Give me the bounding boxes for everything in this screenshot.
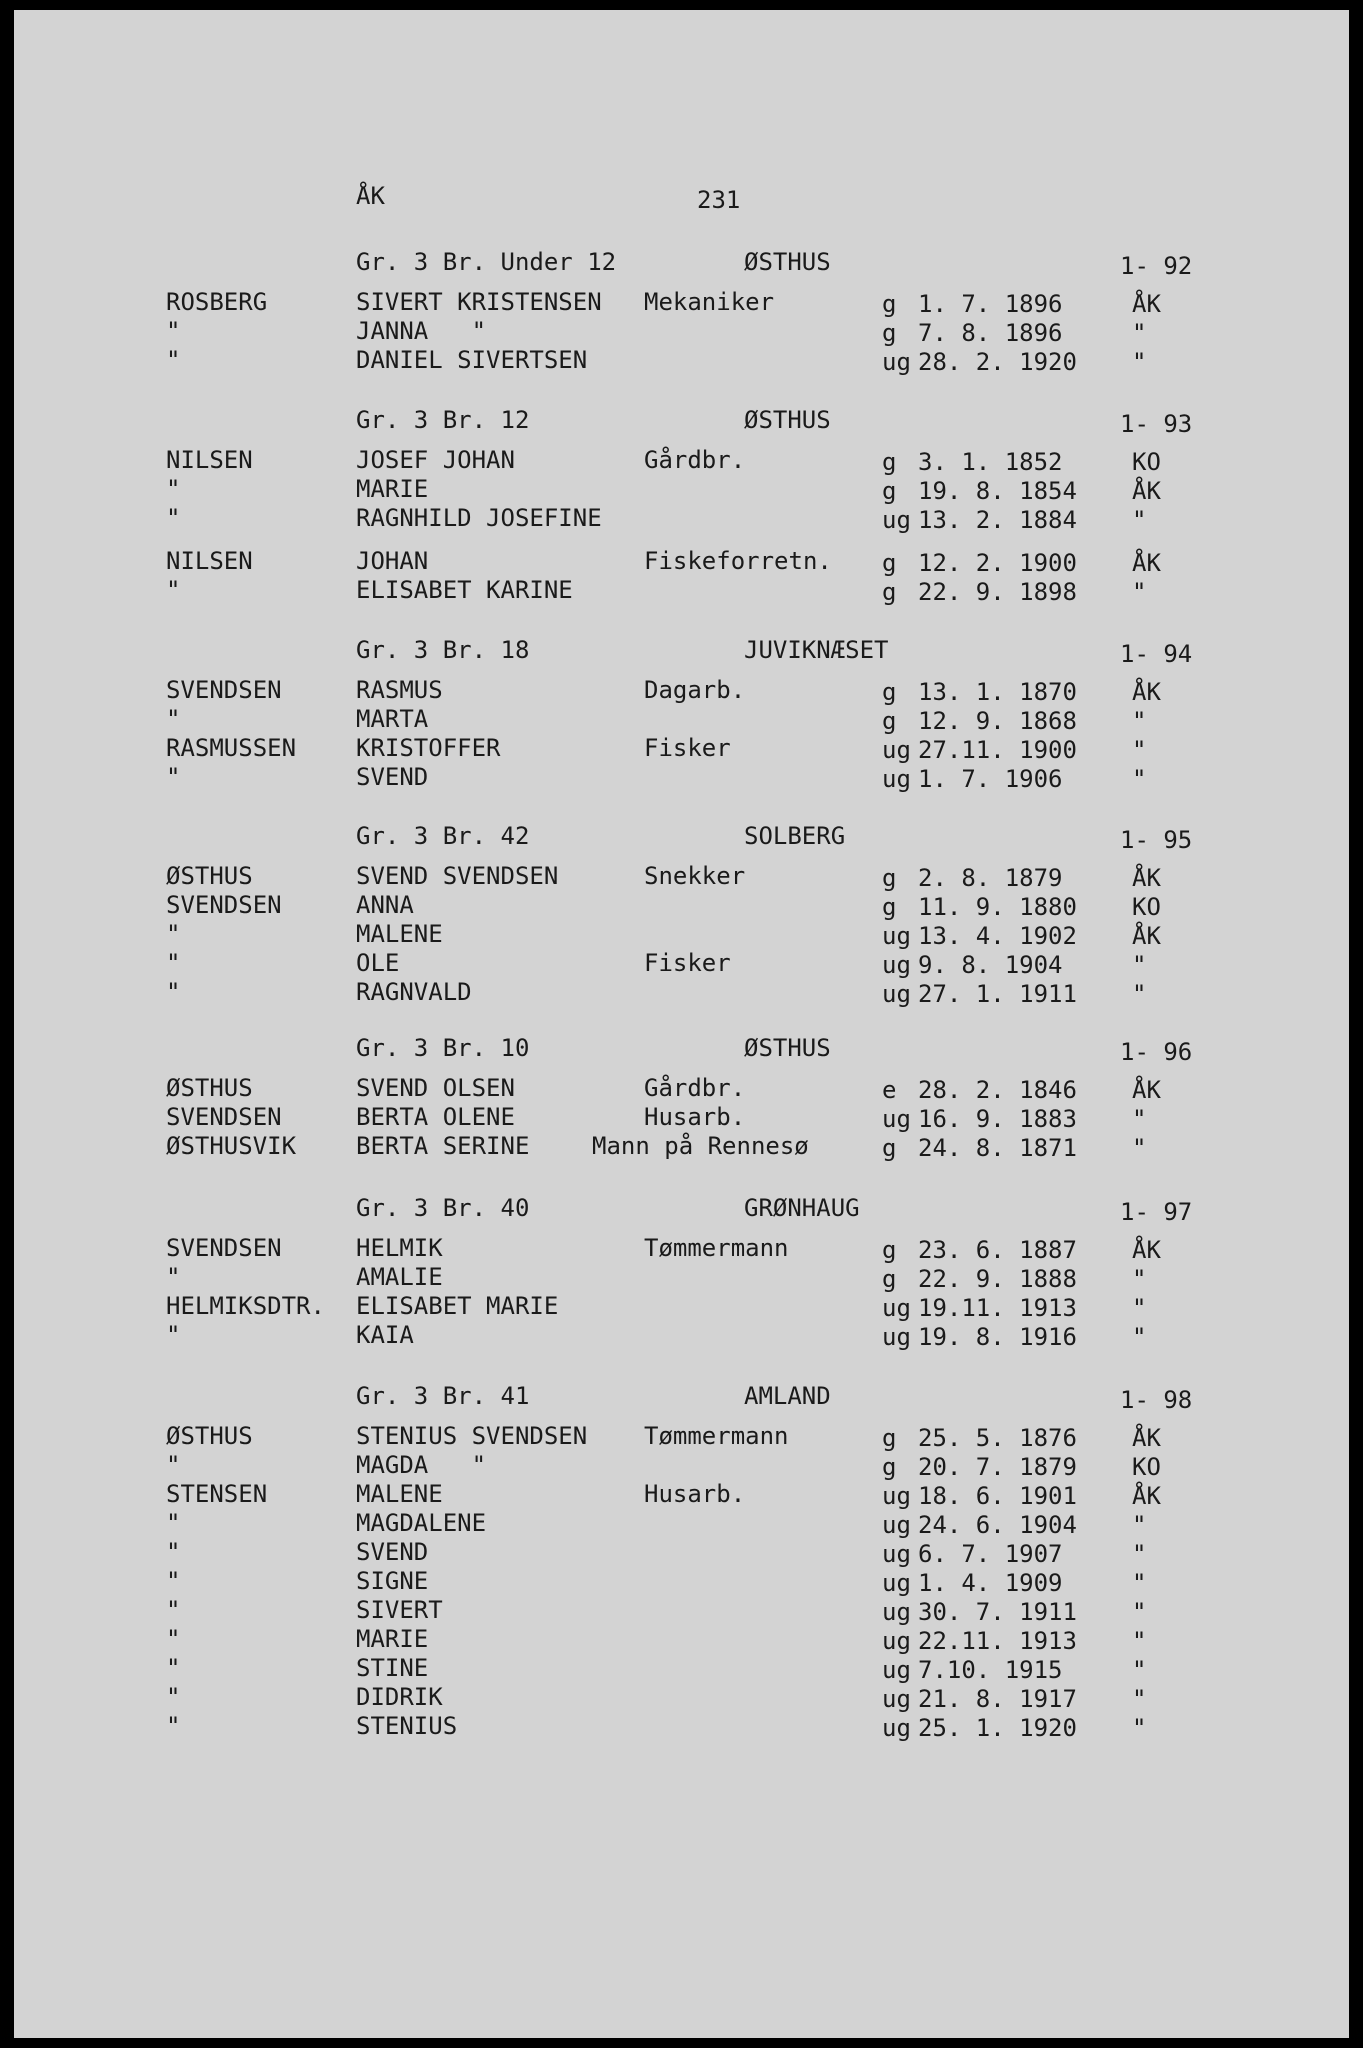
row-given-name: ELISABET MARIE <box>356 1292 559 1320</box>
section-place: GRØNHAUG <box>744 1194 860 1222</box>
row-occupation: Snekker <box>644 862 746 890</box>
row-surname: " <box>166 763 181 791</box>
row-marital-status: g <box>882 864 897 892</box>
row-marital-status: ug <box>882 1482 911 1510</box>
row-birth-parish: KO <box>1132 448 1161 476</box>
row-surname: " <box>166 576 181 604</box>
row-given-name: HELMIK <box>356 1234 443 1262</box>
row-marital-status: ug <box>882 348 911 376</box>
row-surname: " <box>166 1683 181 1711</box>
section-place: JUVIKNÆSET <box>744 636 889 664</box>
row-marital-status: g <box>882 1134 897 1162</box>
row-surname: " <box>166 1654 181 1682</box>
page-number: 231 <box>697 186 741 214</box>
row-birth-date: 13. 4. 1902 <box>918 922 1077 950</box>
row-birth-date: 22. 9. 1888 <box>918 1265 1077 1293</box>
row-surname: " <box>166 1625 181 1653</box>
section-place: ØSTHUS <box>744 406 831 434</box>
row-given-name: KRISTOFFER <box>356 734 501 762</box>
row-birth-parish: ÅK <box>1132 678 1161 706</box>
row-marital-status: ug <box>882 1598 911 1626</box>
row-birth-date: 19.11. 1913 <box>918 1294 1077 1322</box>
row-marital-status: ug <box>882 1323 911 1351</box>
row-marital-status: g <box>882 678 897 706</box>
row-birth-parish: ÅK <box>1132 922 1161 950</box>
row-marital-status: g <box>882 1453 897 1481</box>
section-gr-br: Gr. 3 Br. 10 <box>356 1034 530 1062</box>
row-birth-date: 27.11. 1900 <box>918 736 1077 764</box>
row-birth-parish: ÅK <box>1132 864 1161 892</box>
row-given-name: RAGNVALD <box>356 978 472 1006</box>
row-given-name: ANNA <box>356 891 414 919</box>
row-surname: ØSTHUS <box>166 862 253 890</box>
row-birth-date: 11. 9. 1880 <box>918 893 1077 921</box>
row-birth-date: 22. 9. 1898 <box>918 578 1077 606</box>
row-birth-date: 24. 6. 1904 <box>918 1511 1077 1539</box>
row-surname: " <box>166 1509 181 1537</box>
row-birth-parish: ÅK <box>1132 549 1161 577</box>
row-given-name: OLE <box>356 949 400 977</box>
row-birth-parish: " <box>1132 951 1147 979</box>
row-given-name: SVEND OLSEN <box>356 1074 515 1102</box>
row-surname: " <box>166 1263 181 1291</box>
document-page <box>14 10 1349 2038</box>
row-surname: RASMUSSEN <box>166 734 297 762</box>
row-marital-status: ug <box>882 1714 911 1742</box>
section-ref: 1- 98 <box>1120 1386 1193 1414</box>
row-marital-status: g <box>882 578 897 606</box>
row-birth-date: 3. 1. 1852 <box>918 448 1063 476</box>
row-surname: " <box>166 949 181 977</box>
row-given-name: JANNA " <box>356 317 487 345</box>
row-surname: ØSTHUS <box>166 1422 253 1450</box>
section-ref: 1- 96 <box>1120 1038 1193 1066</box>
row-birth-parish: " <box>1132 319 1147 347</box>
row-marital-status: ug <box>882 980 911 1008</box>
row-birth-date: 2. 8. 1879 <box>918 864 1063 892</box>
row-given-name: SIVERT KRISTENSEN <box>356 288 602 316</box>
row-birth-parish: " <box>1132 1656 1147 1684</box>
row-given-name: SVEND <box>356 763 429 791</box>
row-marital-status: ug <box>882 1627 911 1655</box>
page-parish: ÅK <box>356 182 385 210</box>
row-birth-date: 7.10. 1915 <box>918 1656 1063 1684</box>
section-ref: 1- 97 <box>1120 1198 1193 1226</box>
row-birth-parish: " <box>1132 1627 1147 1655</box>
row-birth-date: 25. 5. 1876 <box>918 1424 1077 1452</box>
row-marital-status: ug <box>882 1685 911 1713</box>
row-birth-parish: " <box>1132 1323 1147 1351</box>
row-given-name: STINE <box>356 1654 429 1682</box>
row-given-name: ELISABET KARINE <box>356 576 573 604</box>
row-birth-parish: " <box>1132 1294 1147 1322</box>
row-given-name: MAGDA " <box>356 1451 487 1479</box>
row-surname: " <box>166 705 181 733</box>
row-given-name: STENIUS SVENDSEN <box>356 1422 588 1450</box>
row-birth-parish: " <box>1132 1134 1147 1162</box>
row-birth-date: 1. 7. 1896 <box>918 290 1063 318</box>
row-surname: " <box>166 1567 181 1595</box>
row-marital-status: ug <box>882 506 911 534</box>
row-given-name: MARIE <box>356 1625 429 1653</box>
row-occupation: Tømmermann <box>644 1422 789 1450</box>
row-birth-parish: " <box>1132 1569 1147 1597</box>
row-birth-date: 28. 2. 1920 <box>918 348 1077 376</box>
row-surname: " <box>166 920 181 948</box>
row-marital-status: g <box>882 448 897 476</box>
row-birth-parish: ÅK <box>1132 1482 1161 1510</box>
row-surname: " <box>166 1321 181 1349</box>
row-marital-status: ug <box>882 951 911 979</box>
row-given-name: SVEND <box>356 1538 429 1566</box>
row-marital-status: ug <box>882 1656 911 1684</box>
section-place: SOLBERG <box>744 822 846 850</box>
row-occupation: Mekaniker <box>644 288 775 316</box>
row-given-name: BERTA OLENE <box>356 1103 515 1131</box>
row-occupation: Mann på Rennesø <box>592 1132 809 1160</box>
section-place: ØSTHUS <box>744 1034 831 1062</box>
row-marital-status: g <box>882 290 897 318</box>
row-given-name: SVEND SVENDSEN <box>356 862 559 890</box>
row-occupation: Fisker <box>644 949 731 977</box>
row-occupation: Gårdbr. <box>644 1074 746 1102</box>
row-given-name: KAIA <box>356 1321 414 1349</box>
row-birth-parish: " <box>1132 1685 1147 1713</box>
row-surname: " <box>166 978 181 1006</box>
row-birth-parish: KO <box>1132 1453 1161 1481</box>
row-surname: ROSBERG <box>166 288 268 316</box>
row-birth-date: 30. 7. 1911 <box>918 1598 1077 1626</box>
row-birth-parish: " <box>1132 1598 1147 1626</box>
section-place: ØSTHUS <box>744 248 831 276</box>
row-birth-parish: ÅK <box>1132 1424 1161 1452</box>
row-surname: " <box>166 1451 181 1479</box>
section-gr-br: Gr. 3 Br. Under 12 <box>356 248 617 276</box>
row-surname: " <box>166 346 181 374</box>
row-birth-date: 7. 8. 1896 <box>918 319 1063 347</box>
row-birth-parish: " <box>1132 980 1147 1008</box>
row-occupation: Fiskeforretn. <box>644 547 832 575</box>
row-birth-date: 20. 7. 1879 <box>918 1453 1077 1481</box>
row-marital-status: ug <box>882 1569 911 1597</box>
row-birth-parish: " <box>1132 765 1147 793</box>
row-given-name: STENIUS <box>356 1712 458 1740</box>
row-marital-status: ug <box>882 765 911 793</box>
row-marital-status: ug <box>882 736 911 764</box>
row-birth-parish: " <box>1132 1714 1147 1742</box>
row-birth-parish: " <box>1132 736 1147 764</box>
row-given-name: BERTA SERINE <box>356 1132 530 1160</box>
row-given-name: MALENE <box>356 920 443 948</box>
row-birth-date: 27. 1. 1911 <box>918 980 1077 1008</box>
row-birth-parish: " <box>1132 1265 1147 1293</box>
row-surname: ØSTHUSVIK <box>166 1132 297 1160</box>
row-marital-status: g <box>882 893 897 921</box>
row-given-name: JOHAN <box>356 547 429 575</box>
row-birth-date: 21. 8. 1917 <box>918 1685 1077 1713</box>
row-surname: NILSEN <box>166 446 253 474</box>
row-surname: STENSEN <box>166 1480 268 1508</box>
section-gr-br: Gr. 3 Br. 18 <box>356 636 530 664</box>
row-marital-status: g <box>882 1424 897 1452</box>
row-given-name: MAGDALENE <box>356 1509 487 1537</box>
row-surname: HELMIKSDTR. <box>166 1292 325 1320</box>
row-occupation: Tømmermann <box>644 1234 789 1262</box>
section-ref: 1- 95 <box>1120 826 1193 854</box>
row-occupation: Dagarb. <box>644 676 746 704</box>
row-given-name: MALENE <box>356 1480 443 1508</box>
row-birth-date: 28. 2. 1846 <box>918 1076 1077 1104</box>
row-birth-date: 23. 6. 1887 <box>918 1236 1077 1264</box>
row-birth-parish: " <box>1132 348 1147 376</box>
row-given-name: DANIEL SIVERTSEN <box>356 346 588 374</box>
row-marital-status: g <box>882 1236 897 1264</box>
row-birth-parish: " <box>1132 707 1147 735</box>
row-birth-parish: ÅK <box>1132 1236 1161 1264</box>
row-surname: NILSEN <box>166 547 253 575</box>
row-given-name: JOSEF JOHAN <box>356 446 515 474</box>
row-marital-status: g <box>882 477 897 505</box>
row-birth-date: 24. 8. 1871 <box>918 1134 1077 1162</box>
row-surname: SVENDSEN <box>166 1234 282 1262</box>
row-surname: " <box>166 504 181 532</box>
row-birth-parish: ÅK <box>1132 477 1161 505</box>
row-birth-date: 16. 9. 1883 <box>918 1105 1077 1133</box>
section-gr-br: Gr. 3 Br. 42 <box>356 822 530 850</box>
row-given-name: RASMUS <box>356 676 443 704</box>
row-birth-parish: " <box>1132 1540 1147 1568</box>
section-ref: 1- 93 <box>1120 410 1193 438</box>
row-birth-date: 25. 1. 1920 <box>918 1714 1077 1742</box>
row-marital-status: e <box>882 1076 897 1104</box>
row-given-name: SIVERT <box>356 1596 443 1624</box>
row-birth-date: 1. 7. 1906 <box>918 765 1063 793</box>
row-surname: SVENDSEN <box>166 891 282 919</box>
row-birth-date: 9. 8. 1904 <box>918 951 1063 979</box>
row-birth-date: 12. 2. 1900 <box>918 549 1077 577</box>
section-ref: 1- 92 <box>1120 252 1193 280</box>
row-occupation: Husarb. <box>644 1480 746 1508</box>
section-gr-br: Gr. 3 Br. 41 <box>356 1382 530 1410</box>
row-birth-parish: KO <box>1132 893 1161 921</box>
row-marital-status: g <box>882 1265 897 1293</box>
row-birth-date: 22.11. 1913 <box>918 1627 1077 1655</box>
row-birth-date: 19. 8. 1854 <box>918 477 1077 505</box>
row-birth-date: 19. 8. 1916 <box>918 1323 1077 1351</box>
row-surname: SVENDSEN <box>166 1103 282 1131</box>
row-birth-date: 6. 7. 1907 <box>918 1540 1063 1568</box>
row-marital-status: ug <box>882 1294 911 1322</box>
section-place: AMLAND <box>744 1382 831 1410</box>
row-given-name: MARIE <box>356 475 429 503</box>
row-marital-status: ug <box>882 1511 911 1539</box>
row-occupation: Gårdbr. <box>644 446 746 474</box>
row-surname: " <box>166 475 181 503</box>
row-birth-date: 1. 4. 1909 <box>918 1569 1063 1597</box>
row-marital-status: ug <box>882 1105 911 1133</box>
row-surname: " <box>166 317 181 345</box>
row-given-name: AMALIE <box>356 1263 443 1291</box>
row-occupation: Fisker <box>644 734 731 762</box>
row-birth-date: 18. 6. 1901 <box>918 1482 1077 1510</box>
row-birth-date: 12. 9. 1868 <box>918 707 1077 735</box>
row-surname: " <box>166 1712 181 1740</box>
row-birth-parish: ÅK <box>1132 290 1161 318</box>
section-gr-br: Gr. 3 Br. 12 <box>356 406 530 434</box>
row-birth-parish: ÅK <box>1132 1076 1161 1104</box>
row-given-name: DIDRIK <box>356 1683 443 1711</box>
row-given-name: RAGNHILD JOSEFINE <box>356 504 602 532</box>
row-birth-parish: " <box>1132 1511 1147 1539</box>
row-surname: " <box>166 1538 181 1566</box>
row-marital-status: ug <box>882 1540 911 1568</box>
row-birth-parish: " <box>1132 506 1147 534</box>
row-given-name: MARTA <box>356 705 429 733</box>
row-birth-parish: " <box>1132 1105 1147 1133</box>
row-given-name: SIGNE <box>356 1567 429 1595</box>
row-surname: SVENDSEN <box>166 676 282 704</box>
row-surname: " <box>166 1596 181 1624</box>
row-surname: ØSTHUS <box>166 1074 253 1102</box>
row-birth-parish: " <box>1132 578 1147 606</box>
row-occupation: Husarb. <box>644 1103 746 1131</box>
row-marital-status: g <box>882 707 897 735</box>
section-gr-br: Gr. 3 Br. 40 <box>356 1194 530 1222</box>
row-marital-status: g <box>882 319 897 347</box>
row-marital-status: ug <box>882 922 911 950</box>
row-birth-date: 13. 2. 1884 <box>918 506 1077 534</box>
row-marital-status: g <box>882 549 897 577</box>
section-ref: 1- 94 <box>1120 640 1193 668</box>
row-birth-date: 13. 1. 1870 <box>918 678 1077 706</box>
